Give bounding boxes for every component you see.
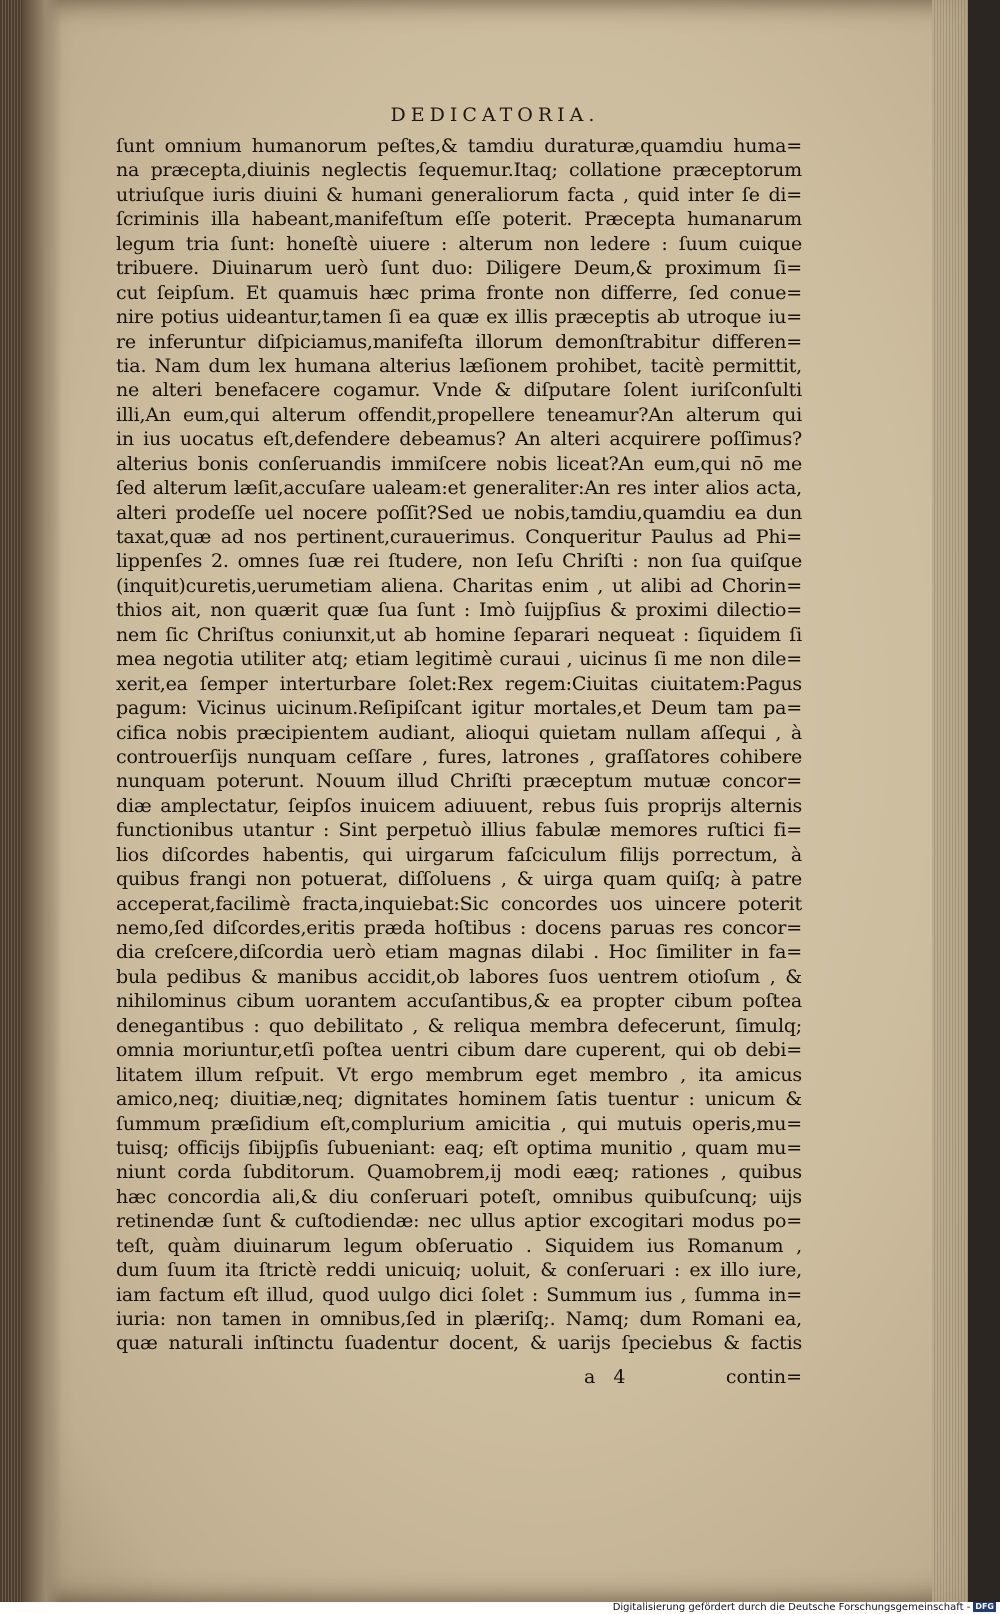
text-line: quæ naturali inſtinctu ſuadentur docent, & uarijs ſpeciebus & factis <box>116 1332 802 1355</box>
text-line: tuisq; officijs ſibijpſis ſubueniant: eaq; eſt optima munitio , quam mu= <box>116 1136 802 1159</box>
text-line: dia creſcere,diſcordia uerò etiam magnas dilabi . Hoc ſimiliter in fa= <box>116 941 802 964</box>
running-head: DEDICATORIA. <box>390 104 600 126</box>
text-line: cifica nobis præcipientem audiant, alioqui quietam nullam aſſequi , à <box>116 721 802 744</box>
page-gutter-shadow <box>22 0 62 1602</box>
dfg-logo-icon: DFG <box>975 1602 994 1611</box>
digitization-notice-text: Digitalisierung gefördert durch die Deutsche Forschungsgemeinschaft - <box>612 1602 971 1613</box>
book-block-left-edge <box>0 0 22 1614</box>
page-footer <box>116 1366 802 1392</box>
text-line: ſed alterum læſit,accuſare ualeam:et generaliter:An res inter alios acta, <box>116 477 802 500</box>
body-text <box>116 134 802 1356</box>
digitization-notice <box>613 1602 996 1614</box>
text-line: quibus frangi non potuerat, diſſoluens , & uirga quam quiſq; à patre <box>116 868 802 891</box>
signature-mark: a 4 <box>584 1366 632 1388</box>
text-line: lios diſcordes habentis, qui uirgarum faſciculum filijs porrectum, à <box>116 843 802 866</box>
text-line: nihilominus cibum uorantem accuſantibus,& ea propter cibum poſtea <box>116 990 802 1013</box>
text-line: alteri prodeſſe uel nocere poſſit?Sed ue nobis,tamdiu,quamdiu ea dun <box>116 501 802 524</box>
text-line: nemo,ſed diſcordes,eritis præda hoſtibus : docens paruas res concor= <box>116 917 802 939</box>
text-line: cut ſeipſum. Et quamuis hæc prima fronte non differre, ſed conue= <box>116 281 802 304</box>
text-line: iuria: non tamen in omnibus,ſed in plæriſq;. Namq; dum Romani ea, <box>116 1308 802 1330</box>
text-line: illi,An eum,qui alterum offendit,propellere teneamur?An alterum qui <box>116 403 802 426</box>
text-line: omnia moriuntur,etſi poſtea uentri cibum dare cuperent, qui ob debi= <box>116 1039 802 1062</box>
text-line: ſummum præſidium eſt,complurium amicitia , qui mutuis operis,mu= <box>116 1112 802 1135</box>
text-line: utriuſque iuris diuini & humani generaliorum facta , quid inter ſe di= <box>116 183 802 206</box>
text-line: tia. Nam dum lex humana alterius læſionem prohibet, tacitè permittit, <box>116 354 802 377</box>
text-line: lippenſes 2. omnes ſuæ rei ſtudere, non Ieſu Chriſti : non ſua quiſque <box>116 550 802 573</box>
text-line: dum ſuum ita ſtrictè reddi unicuiq; uoluit, & conſeruari : ex illo iure, <box>116 1259 802 1282</box>
text-line: functionibus utantur : Sint perpetuò illius fabulæ memores ruſtici fi= <box>116 819 802 842</box>
text-line: diæ amplectatur, ſeipſos inuicem adiuuent, rebus ſuis proprijs alternis <box>116 794 802 817</box>
text-line: nire potius uideantur,tamen ſi ea quæ ex illis præceptis ab utroque iu= <box>116 306 802 329</box>
text-line: xerit,ea ſemper interturbare ſolet:Rex regem:Ciuitas ciuitatem:Pagus <box>116 672 802 695</box>
text-line: bula pedibus & manibus accidit,ob labores ſuos uentrem otioſum , & <box>116 965 802 988</box>
text-line: amico,neq; diuitiæ,neq; dignitates hominem ſatis tuentur : unicum & <box>116 1088 802 1111</box>
text-line: pagum: Vicinus uicinum.Reſipiſcant igitur mortales,et Deum tam pa= <box>116 697 802 720</box>
text-line: hæc concordia ali,& diu conſeruari poteſt, omnibus quibuſcunq; uijs <box>116 1185 802 1208</box>
text-line: (inquit)curetis,uerumetiam aliena. Charitas enim , ut alibi ad Chorin= <box>116 574 802 597</box>
text-line: nem ſic Chriſtus coniunxit,ut ab homine ſeparari nequeat : ſiquidem ſi <box>116 623 802 646</box>
text-line: thios ait, non quærit quæ ſua ſunt : Imò ſuijpſius & proximi dilectio= <box>116 599 802 622</box>
text-line: re inferuntur diſpiciamus,manifeſta illorum demonſtrabitur differen= <box>116 330 802 353</box>
text-line: ſunt omnium humanorum peſtes,& tamdiu duraturæ,quamdiu huma= <box>116 135 802 157</box>
text-line: iam factum eſt illud, quod uulgo dici ſolet : Summum ius , ſumma in= <box>116 1283 802 1306</box>
text-line: na præcepta,diuinis neglectis ſequemur.Itaq; collatione præceptorum <box>116 159 802 182</box>
book-block-right-edge <box>932 0 968 1602</box>
text-line: ſcriminis illa habeant,manifeſtum eſſe poterit. Præcepta humanarum <box>116 208 802 231</box>
catchword: contin= <box>725 1366 802 1388</box>
text-line: acceperat,facilimè fracta,inquiebat:Sic concordes uos uincere poterit <box>116 892 802 915</box>
text-line: legum tria ſunt: honeſtè uiuere : alterum non ledere : ſuum cuique <box>116 232 802 255</box>
text-line: niunt corda ſubditorum. Quamobrem,ij modi eæq; rationes , quibus <box>116 1161 802 1184</box>
text-line: taxat,quæ ad nos pertinent,curauerimus. Conqueritur Paulus ad Phi= <box>116 526 802 548</box>
text-line: mea negotia utiliter atq; etiam legitimè curaui , uicinus ſi me non dile= <box>116 648 802 671</box>
text-line: tribuere. Diuinarum uerò ſunt duo: Diligere Deum,& proximum ſi= <box>116 257 802 280</box>
text-line: ne alteri benefacere cogamur. Vnde & diſputare ſolent iuriſconſulti <box>116 379 802 402</box>
text-line: nunquam poterunt. Nouum illud Chriſti præceptum mutuæ concor= <box>116 770 802 793</box>
text-line: alterius bonis conſeruandis immiſcere nobis liceat?An eum,qui nō me <box>116 452 802 475</box>
text-line: litatem illum reſpuit. Vt ergo membrum eget membro , ita amicus <box>116 1063 802 1086</box>
text-line: in ius uocatus eſt,defendere debeamus? An alteri acquirere poſſimus? <box>116 428 802 451</box>
text-line: retinendæ ſunt & cuſtodiendæ: nec ullus aptior excogitari modus po= <box>116 1210 802 1233</box>
text-line: teſt, quàm diuinarum legum obſeruatio . Siquidem ius Romanum , <box>116 1234 802 1257</box>
text-line: denegantibus : quo debilitato , & reliqua membra defecerunt, ſimulq; <box>116 1014 802 1037</box>
text-line: controuerſijs nunquam ceſſare , fures, latrones , graſſatores cohibere <box>116 745 802 768</box>
